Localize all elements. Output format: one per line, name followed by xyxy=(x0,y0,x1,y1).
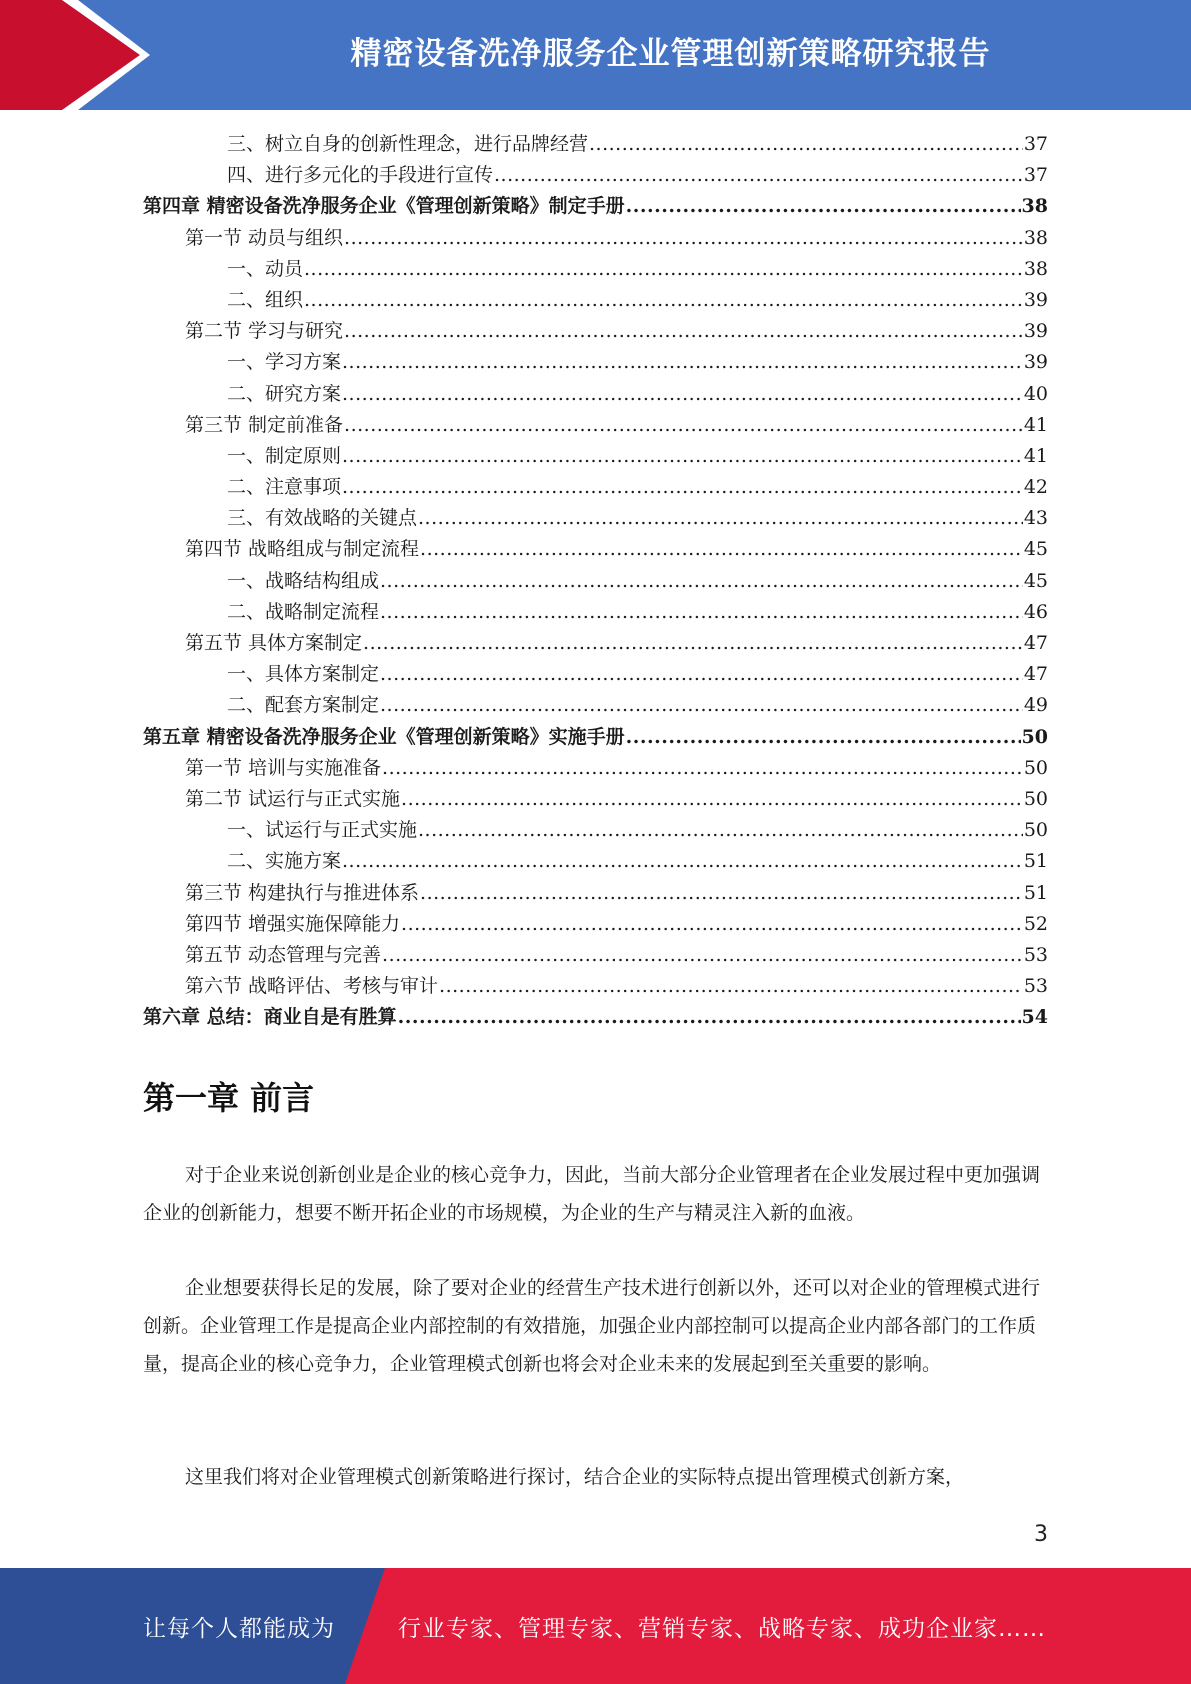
toc-entry-page: 53 xyxy=(1023,943,1048,966)
toc-entry[interactable] xyxy=(143,753,1048,784)
toc-entry[interactable] xyxy=(143,971,1048,1002)
toc-entry[interactable] xyxy=(143,191,1048,222)
toc-entry-page: 41 xyxy=(1023,413,1048,436)
toc-entry[interactable] xyxy=(143,441,1048,472)
toc-entry-label: 第六章 总结：商业自是有胜算 xyxy=(143,1006,397,1029)
toc-leader-dots xyxy=(420,534,1023,565)
toc-entry[interactable] xyxy=(143,254,1048,285)
toc-entry[interactable] xyxy=(143,722,1048,753)
toc-entry-page: 37 xyxy=(1023,133,1048,155)
toc-entry[interactable] xyxy=(143,285,1048,316)
toc-leader-dots xyxy=(418,815,1023,846)
toc-entry[interactable] xyxy=(143,909,1048,940)
toc-leader-dots xyxy=(380,690,1023,721)
toc-entry-page: 38 xyxy=(1023,257,1048,280)
toc-leader-dots xyxy=(420,878,1023,909)
toc-entry-page: 38 xyxy=(1021,195,1048,218)
toc-leader-dots xyxy=(342,379,1023,410)
toc-leader-dots xyxy=(589,129,1023,160)
toc-entry-label: 三、有效战略的关键点 xyxy=(227,507,418,530)
toc-entry-label: 第五节 具体方案制定 xyxy=(185,632,363,654)
toc-entry-label: 第一节 培训与实施准备 xyxy=(185,756,382,779)
toc-entry[interactable] xyxy=(143,628,1048,659)
toc-entry-page: 51 xyxy=(1023,881,1048,904)
toc-entry[interactable] xyxy=(143,472,1048,503)
toc-entry-page: 53 xyxy=(1023,975,1048,998)
toc-entry-label: 第六节 战略评估、考核与审计 xyxy=(185,975,439,998)
body-paragraph: 这里我们将对企业管理模式创新策略进行探讨，结合企业的实际特点提出管理模式创新方案， xyxy=(185,1466,965,1488)
toc-entry-label: 第五章 精密设备洗净服务企业《管理创新策略》实施手册 xyxy=(143,725,625,748)
toc-entry-label: 第五节 动态管理与完善 xyxy=(185,943,382,966)
body-paragraph: 企业想要获得长足的发展，除了要对企业的经营生产技术进行创新以外，还可以对企业的管理模式进行创新。企业管理工作是提高企业内部控制的有效措施，加强企业内部控制可以提高企业内部各部门的工作质量，提高企业的核心竞争力，企业管理模式创新也将会对企业未来的发展起到至关重要的影响。 xyxy=(143,1277,1041,1375)
toc-entry[interactable] xyxy=(143,940,1048,971)
toc-entry[interactable] xyxy=(143,878,1048,909)
toc-entry[interactable] xyxy=(143,815,1048,846)
toc-entry-page: 49 xyxy=(1023,694,1048,717)
toc-entry[interactable] xyxy=(143,347,1048,378)
toc-entry-label: 第三节 制定前准备 xyxy=(185,413,344,436)
red-chevron-icon xyxy=(0,0,160,110)
toc-leader-dots xyxy=(344,410,1023,441)
toc-entry[interactable] xyxy=(143,659,1048,690)
toc-leader-dots xyxy=(342,846,1023,877)
toc-entry-page: 43 xyxy=(1023,507,1048,530)
toc-entry-page: 39 xyxy=(1023,320,1048,343)
toc-entry[interactable] xyxy=(143,784,1048,815)
toc-entry-page: 47 xyxy=(1023,632,1048,654)
toc-entry-page: 47 xyxy=(1023,663,1048,686)
toc-entry-label: 第四章 精密设备洗净服务企业《管理创新策略》制定手册 xyxy=(143,195,625,218)
toc-leader-dots xyxy=(439,971,1023,1002)
toc-leader-dots xyxy=(380,659,1023,690)
toc-entry-label: 三、树立自身的创新性理念，进行品牌经营 xyxy=(227,133,589,155)
toc-entry[interactable] xyxy=(143,597,1048,628)
toc-entry[interactable] xyxy=(143,410,1048,441)
toc-entry[interactable] xyxy=(143,160,1048,191)
toc-leader-dots xyxy=(382,753,1023,784)
footer-slogan-right: 行业专家、管理专家、营销专家、战略专家、成功企业家…… xyxy=(398,1615,1046,1642)
toc-entry-label: 第二节 试运行与正式实施 xyxy=(185,787,401,810)
toc-entry-label: 一、动员 xyxy=(227,257,304,280)
toc-entry[interactable] xyxy=(143,846,1048,877)
toc-leader-dots xyxy=(380,597,1023,628)
report-title: 精密设备洗净服务企业管理创新策略研究报告 xyxy=(350,35,991,72)
page-number: 3 xyxy=(1034,1522,1048,1547)
toc-entry-label: 第四节 战略组成与制定流程 xyxy=(185,538,420,561)
toc-entry-label: 一、制定原则 xyxy=(227,444,342,467)
toc-leader-dots xyxy=(401,909,1023,940)
table-of-contents xyxy=(143,129,1048,1033)
toc-entry-label: 二、注意事项 xyxy=(227,476,342,499)
toc-entry[interactable] xyxy=(143,503,1048,534)
toc-leader-dots xyxy=(418,503,1023,534)
toc-leader-dots xyxy=(382,940,1023,971)
toc-leader-dots xyxy=(626,191,1021,222)
toc-leader-dots xyxy=(380,566,1023,597)
toc-leader-dots xyxy=(344,223,1023,254)
toc-entry-page: 50 xyxy=(1021,725,1048,748)
toc-entry[interactable] xyxy=(143,316,1048,347)
toc-leader-dots xyxy=(494,160,1023,191)
toc-entry-label: 一、试运行与正式实施 xyxy=(227,819,418,842)
toc-entry[interactable] xyxy=(143,690,1048,721)
toc-leader-dots xyxy=(401,784,1023,815)
toc-leader-dots xyxy=(363,628,1023,659)
toc-entry-label: 二、组织 xyxy=(227,288,304,311)
toc-leader-dots xyxy=(342,472,1023,503)
toc-entry-page: 51 xyxy=(1023,850,1048,873)
toc-entry-page: 50 xyxy=(1023,787,1048,810)
toc-entry-label: 第一节 动员与组织 xyxy=(185,226,344,249)
toc-entry[interactable] xyxy=(143,223,1048,254)
toc-entry-page: 40 xyxy=(1023,382,1048,405)
toc-entry-label: 二、配套方案制定 xyxy=(227,694,380,717)
chapter-heading: 第一章 前言 xyxy=(143,1079,315,1117)
toc-entry-label: 二、战略制定流程 xyxy=(227,600,380,623)
toc-entry-label: 一、具体方案制定 xyxy=(227,663,380,686)
toc-entry[interactable] xyxy=(143,379,1048,410)
toc-entry-label: 第四节 增强实施保障能力 xyxy=(185,912,401,935)
toc-entry-page: 54 xyxy=(1021,1006,1048,1029)
toc-entry-page: 50 xyxy=(1023,819,1048,842)
toc-entry-label: 第二节 学习与研究 xyxy=(185,320,344,343)
toc-entry-page: 42 xyxy=(1023,476,1048,499)
header-banner xyxy=(0,0,1191,110)
toc-entry-page: 38 xyxy=(1023,226,1048,249)
toc-entry-label: 一、战略结构组成 xyxy=(227,569,380,592)
footer-banner xyxy=(0,1568,1191,1684)
toc-entry[interactable] xyxy=(143,129,1048,160)
toc-entry[interactable] xyxy=(143,534,1048,565)
toc-leader-dots xyxy=(398,1002,1021,1033)
toc-leader-dots xyxy=(304,285,1023,316)
toc-leader-dots xyxy=(344,316,1023,347)
toc-entry-page: 52 xyxy=(1023,912,1048,935)
toc-leader-dots xyxy=(304,254,1023,285)
toc-entry-page: 41 xyxy=(1023,444,1048,467)
footer-slogan-left: 让每个人都能成为 xyxy=(143,1615,335,1642)
toc-entry-label: 一、学习方案 xyxy=(227,351,342,374)
toc-entry-page: 37 xyxy=(1023,164,1048,187)
toc-entry[interactable] xyxy=(143,1002,1048,1033)
toc-entry-page: 46 xyxy=(1023,600,1048,623)
toc-entry-page: 45 xyxy=(1023,538,1048,561)
toc-entry-label: 二、实施方案 xyxy=(227,850,342,873)
toc-leader-dots xyxy=(342,441,1023,472)
toc-entry-label: 四、进行多元化的手段进行宣传 xyxy=(227,164,494,187)
body-paragraph: 对于企业来说创新创业是企业的核心竞争力，因此，当前大部分企业管理者在企业发展过程中更加强调企业的创新能力，想要不断开拓企业的市场规模，为企业的生产与精灵注入新的血液。 xyxy=(143,1164,1041,1224)
toc-leader-dots xyxy=(342,347,1023,378)
toc-entry-label: 二、研究方案 xyxy=(227,382,342,405)
toc-entry-page: 39 xyxy=(1023,288,1048,311)
toc-entry-page: 39 xyxy=(1023,351,1048,374)
toc-entry[interactable] xyxy=(143,566,1048,597)
toc-leader-dots xyxy=(626,722,1021,753)
toc-entry-page: 50 xyxy=(1023,756,1048,779)
toc-entry-label: 第三节 构建执行与推进体系 xyxy=(185,881,420,904)
toc-entry-page: 45 xyxy=(1023,569,1048,592)
